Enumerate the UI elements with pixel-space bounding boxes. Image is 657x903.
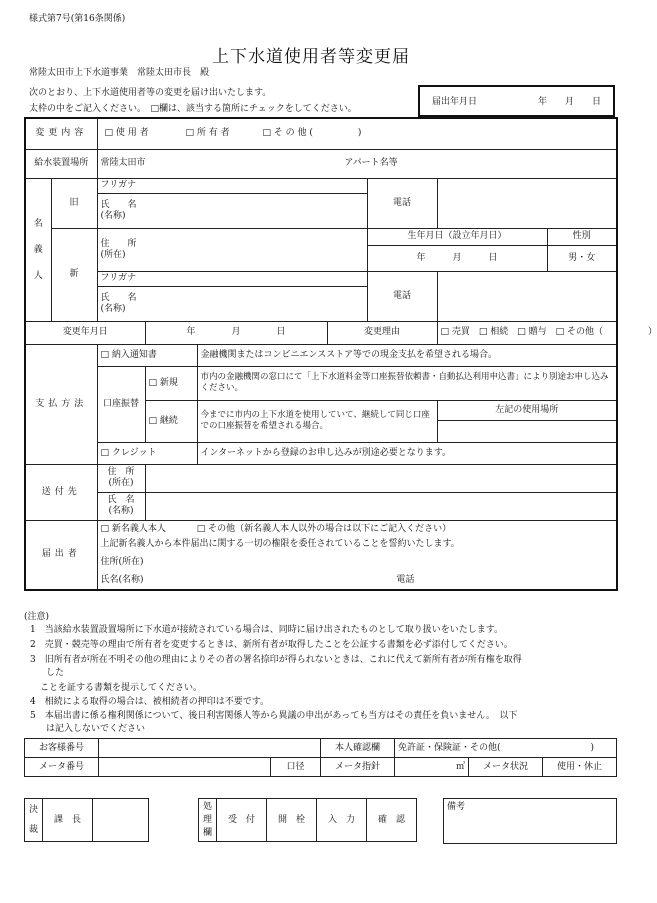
- input-stamp[interactable]: 入 力: [317, 799, 367, 842]
- diameter-label: 口径: [271, 758, 321, 777]
- meter-number-field[interactable]: [99, 758, 271, 777]
- old-phone-label: 電話: [367, 178, 437, 228]
- checkbox-credit[interactable]: □ クレジット: [97, 442, 197, 464]
- note-3-end: ことを証する書類を提示してください。: [40, 683, 203, 693]
- intro-line-1: 次のとおり、上下水道使用者等の変更を届け出いたします。: [29, 88, 272, 98]
- new-furigana-field[interactable]: フリガナ: [97, 271, 367, 286]
- meter-reading-unit[interactable]: ㎥: [395, 758, 469, 777]
- new-address-field[interactable]: 住 所 (所在): [97, 228, 367, 271]
- decision-box: [24, 798, 149, 842]
- sex-field[interactable]: 男・女: [547, 245, 617, 271]
- continue-description: 今までに市内の上下水道を使用していて、継続して同じ口座での口座振替を希望される場合。: [197, 400, 437, 442]
- send-to-label: 送付先: [25, 464, 97, 520]
- note-5-cont: は記入しないでください: [46, 724, 146, 734]
- intro-line-2: 太枠の中をご記入ください。 □欄は、該当する箇所にチェックをしてください。: [29, 104, 357, 114]
- old-name-field[interactable]: 氏 名 (名称): [97, 193, 367, 228]
- office-use-table: [24, 738, 617, 777]
- reception-stamp[interactable]: 受 付: [217, 799, 267, 842]
- change-content-options[interactable]: [97, 118, 617, 149]
- payment-label: 支払方法: [25, 344, 97, 464]
- send-address-field[interactable]: [145, 464, 617, 492]
- chief-stamp-field[interactable]: [93, 799, 149, 842]
- send-name-label: 氏 名 (名称): [97, 492, 145, 520]
- meter-number-label: メータ番号: [25, 758, 99, 777]
- new-phone-field[interactable]: [437, 271, 617, 321]
- location-field[interactable]: [97, 149, 617, 178]
- form-number: 様式第7号(第16条関係): [29, 14, 126, 24]
- checkbox-owner[interactable]: □ 所 有 者: [185, 128, 230, 139]
- customer-number-field[interactable]: [99, 739, 321, 758]
- checkbox-other[interactable]: □ そ の 他 ( ): [262, 128, 362, 139]
- chief-label: 課 長: [43, 799, 93, 842]
- meter-status-label: メータ状況: [469, 758, 543, 777]
- birth-date-label: 生年月日（設立年月日）: [367, 228, 547, 245]
- identity-check-label: 本人確認欄: [321, 739, 395, 758]
- left-usage-place-label: 左記の使用場所: [437, 400, 617, 420]
- location-label: 給水装置場所: [25, 149, 97, 178]
- checkbox-user[interactable]: □ 使 用 者: [104, 128, 149, 139]
- send-name-field[interactable]: [145, 492, 617, 520]
- filer-label: 届出者: [25, 520, 97, 590]
- credit-description: インターネットから登録のお申し込みが別途必要となります。: [197, 442, 617, 464]
- change-reason-options[interactable]: □ 売買 □ 相続 □ 贈与 □ その他（ ）: [437, 321, 617, 344]
- filer-section: [97, 520, 617, 590]
- filer-name-field[interactable]: 氏名(名称) 電話: [100, 574, 415, 585]
- customer-number-label: お客様番号: [25, 739, 99, 758]
- apartment-label: アパート名等: [344, 158, 398, 168]
- filing-date-box[interactable]: [418, 85, 615, 117]
- old-phone-field[interactable]: [437, 178, 617, 228]
- note-3-cont: した: [46, 668, 65, 678]
- notice-description: 金融機関またはコンビニエンスストア等での現金支払を希望される場合。: [197, 344, 617, 366]
- new-phone-label: 電話: [367, 271, 437, 321]
- main-form: [24, 117, 657, 591]
- send-address-label: 住 所 (所在): [97, 464, 145, 492]
- note-5: 5 本届出書に係る権利関係について、後日利害関係人等から異議の申出があっても当方はその責任を負いません。 以下: [30, 711, 518, 721]
- birth-date-field[interactable]: 年 月 日: [367, 245, 547, 271]
- remarks-label: 備考: [447, 802, 466, 812]
- location-city: 常陸太田市: [100, 158, 146, 168]
- sex-label: 性別: [547, 228, 617, 245]
- change-reason-label: 変更理由: [327, 321, 437, 344]
- new-holder-label: 新: [51, 228, 97, 321]
- left-usage-place-field[interactable]: [437, 420, 617, 442]
- holder-label: 名義人: [25, 178, 51, 321]
- page-title: 上下水道使用者等変更届: [212, 47, 410, 67]
- filer-address-field[interactable]: 住所(所在): [100, 556, 144, 567]
- confirm-stamp[interactable]: 確 認: [367, 799, 417, 842]
- filing-date-label: 届出年月日: [432, 97, 478, 107]
- note-4: 4 相続による取得の場合は、被相続者の押印は不要です。: [30, 697, 270, 707]
- checkbox-continue[interactable]: □ 継続: [145, 400, 197, 442]
- note-3: 3 旧所有者が所在不明その他の理由によりその者の署名捺印が得られないときは、これに代えて新所有者が所有権を取得: [30, 655, 522, 665]
- identity-check-options[interactable]: 免許証・保険証・その他( ): [395, 739, 617, 758]
- old-furigana-field[interactable]: フリガナ: [97, 178, 367, 193]
- checkbox-notice[interactable]: □ 納入通知書: [97, 344, 197, 366]
- checkbox-new-holder-self[interactable]: □ 新名義人本人: [100, 523, 166, 534]
- change-date-field[interactable]: 年 月 日: [145, 321, 327, 344]
- checkbox-filer-other[interactable]: □ その他（新名義人本人以外の場合は以下にご記入ください）: [196, 523, 452, 534]
- filing-date-format: 年 月 日: [538, 97, 602, 107]
- meter-status-options[interactable]: 使用・休止: [543, 758, 617, 777]
- note-1: 1 当該給水装置設置場所に下水道が接続されている場合は、同時に届け出されたものとして取り扱いをいたします。: [30, 625, 504, 635]
- meter-reading-label: メータ指針: [321, 758, 395, 777]
- processing-box: [198, 798, 417, 842]
- note-2: 2 売買・競売等の理由で所有者を変更するときは、新所有者が取得したことを公証する書類を必ず添付してください。: [30, 640, 513, 650]
- account-transfer-label: 口座振替: [97, 366, 145, 442]
- addressee: 常陸太田市上下水道事業 常陸太田市長 殿: [29, 68, 210, 78]
- checkbox-new[interactable]: □ 新規: [145, 366, 197, 400]
- filer-phone-label: 電話: [396, 574, 415, 585]
- old-holder-label: 旧: [51, 178, 97, 228]
- processing-label: 処 理 欄: [199, 799, 217, 842]
- change-content-label: 変更内容: [25, 118, 97, 149]
- change-date-label: 変更年月日: [25, 321, 145, 344]
- new-description: 市内の金融機関の窓口にて「上下水道料金等口座振替依頼書・自動払込利用申込書」により別途お申し込みください。: [197, 366, 617, 400]
- decision-label: 決 裁: [25, 799, 43, 842]
- remarks-box[interactable]: [443, 798, 617, 844]
- delegation-statement: 上記新名義人から本件届出に関する一切の権限を委任されていることを誓約いたします。: [100, 538, 460, 549]
- valve-open-stamp[interactable]: 開 栓: [267, 799, 317, 842]
- notes-title: (注意): [24, 612, 50, 622]
- new-name-field[interactable]: 氏 名 (名称): [97, 286, 367, 321]
